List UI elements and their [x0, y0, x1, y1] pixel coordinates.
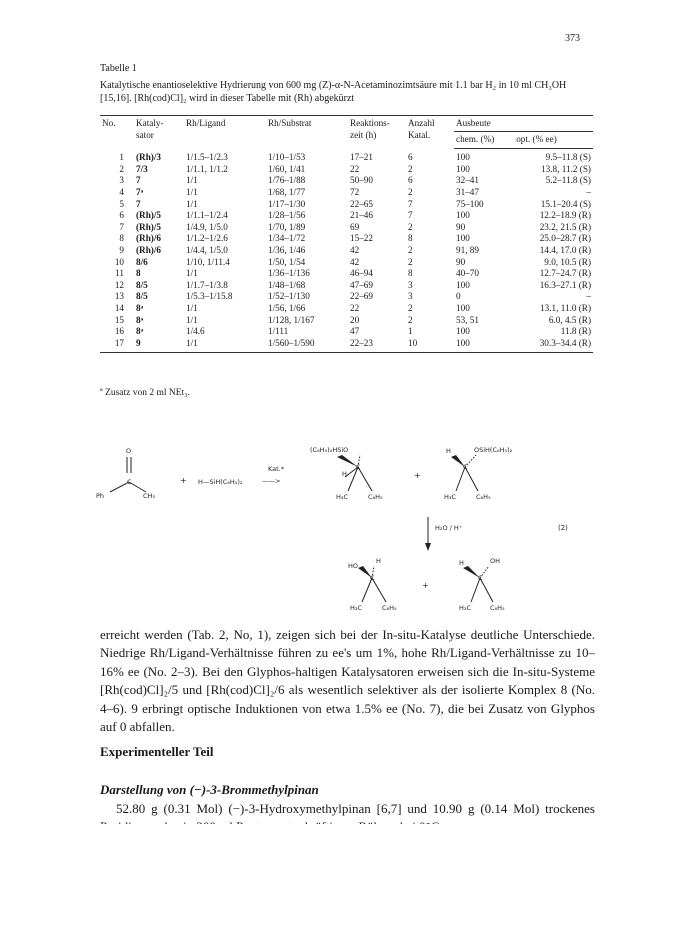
table-row — [100, 303, 593, 315]
cell-no: 1 — [119, 151, 124, 162]
cell-anzahl: 2 — [408, 244, 413, 255]
scheme-carbon-1: C — [127, 478, 132, 486]
experimental-subheading: Darstellung von (−)-3-Brommethylpinan — [100, 782, 319, 797]
cell-rh-substrat: 1/60, 1/41 — [268, 163, 306, 174]
cell-kat: (Rh)/6 — [136, 233, 162, 244]
scheme-ho: HO — [348, 562, 359, 570]
cell-anzahl: 1 — [408, 326, 413, 337]
cell-rh-substrat: 1/50, 1/54 — [268, 256, 306, 267]
cell-kat: (Rh)/6 — [136, 244, 162, 255]
col-header-reaktionszeit: Reaktions- zeit (h) — [348, 116, 406, 149]
cell-rh-ligand: 1/1.1–1/2.4 — [186, 210, 228, 221]
paragraph-results: erreicht werden (Tab. 2, No, 1), zeigen sich bei der In-situ-Katalyse deutliche Unterschiede. Niedrige Rh/Ligand-Verhältnisse führen zu ee's um 1%, hohe Rh/Ligand-Verhältnisse zu 10–16% ee (No. 2–3). Bei den Glyphos-haltigen Katalysatoren erweisen sich die In-situ-Systeme [Rh(cod)Cl]₂/5 und [Rh(cod)Cl]₂/6 als wesentlich selektiver als der isolierte Komplex 8 (No. 4–6). 9 erbringt optische Induktionen von etwa 1.5% ee (No. 7), die bei Zusatz von Glyphos auf 0 abfallen. — [100, 627, 595, 735]
cell-chem: 100 — [456, 302, 470, 313]
col-header-rh-ligand: Rh/Ligand — [184, 116, 266, 149]
cell-chem: 90 — [456, 221, 466, 232]
col-header-anzahl: Anzahl Katal. — [406, 116, 454, 149]
cell-anzahl: 2 — [408, 186, 413, 197]
reaction-scheme — [80, 435, 600, 620]
scheme-plus-1: + — [180, 476, 187, 485]
table-row — [100, 245, 593, 257]
cell-rh-ligand: 1/1 — [184, 338, 266, 353]
cell-rh-ligand: 1/1 — [186, 175, 198, 186]
catalysis-table — [100, 115, 593, 353]
cell-anzahl: 8 — [408, 233, 413, 244]
cell-chem: 53, 51 — [456, 314, 479, 325]
cell-rh-substrat: 1/68, 1/77 — [268, 186, 306, 197]
cell-anzahl: 6 — [408, 151, 413, 162]
section-heading: Experimenteller Teil — [100, 744, 214, 759]
table-caption-block — [100, 62, 595, 105]
cell-anzahl: 2 — [408, 163, 413, 174]
table-row — [100, 187, 593, 199]
cell-kat: 9 — [134, 338, 184, 353]
cell-opt: 13.8, 11.2 (S) — [541, 163, 591, 174]
table-row — [100, 233, 593, 245]
cell-chem: 75–100 — [456, 198, 484, 209]
col-header-katalysator: Kataly- sator — [134, 116, 184, 149]
cell-kat: 7/3 — [136, 163, 148, 174]
cell-no: 13 — [114, 291, 124, 302]
cell-no: 11 — [115, 268, 124, 279]
cell-chem: 91, 89 — [456, 244, 479, 255]
cell-no: 17 — [100, 338, 134, 353]
cell-rh-substrat: 1/70, 1/89 — [268, 221, 306, 232]
cell-rh-ligand: 1/4.4, 1/5.0 — [186, 244, 228, 255]
table-caption: Katalytische enantioselektive Hydrierung von 600 mg (Z)-α-N-Acetaminozimtsäure mit 1.1 bar H₂ in 10 ml CH₃OH [15,16]. [Rh(cod)Cl]₂ wird in dieser Tabelle mit (Rh) abgekürzt — [100, 80, 567, 104]
cell-zeit: 22 — [350, 163, 360, 174]
scheme-h-3: H — [376, 557, 381, 565]
table-row — [100, 257, 593, 269]
scheme-c6h5-1: C₆H₅ — [368, 493, 383, 501]
cell-chem: 40–70 — [456, 268, 479, 279]
cell-rh-ligand: 1/1.2–1/2.6 — [186, 233, 228, 244]
cell-zeit: 72 — [350, 186, 360, 197]
cell-rh-substrat: 1/56, 1/66 — [268, 302, 306, 313]
footnote-text: Zusatz von 2 ml NEt₃. — [105, 388, 190, 399]
page-number: 373 — [565, 33, 580, 44]
cell-rh-substrat: 1/76–1/88 — [268, 175, 306, 186]
cell-chem: 31–47 — [456, 186, 479, 197]
cell-rh-ligand: 1/1 — [186, 198, 198, 209]
table-row — [100, 210, 593, 222]
scheme-plus-2: + — [414, 471, 421, 480]
cell-anzahl: 2 — [408, 221, 413, 232]
cell-kat: (Rh)/3 — [136, 151, 162, 162]
cell-chem: 100 — [456, 279, 470, 290]
cell-opt: 6.0, 4.5 (R) — [548, 314, 591, 325]
scheme-silane: H—SiH(C₆H₅)₂ — [198, 478, 243, 486]
cell-anzahl: 2 — [408, 256, 413, 267]
scheme-h3c-2: H₃C — [444, 493, 457, 501]
cell-rh-substrat: 1/52–1/130 — [268, 291, 310, 302]
table-row — [100, 326, 593, 338]
cell-opt: 23.2, 21.5 (R) — [539, 221, 591, 232]
cell-no: 14 — [114, 302, 124, 313]
cell-rh-ligand: 1/5.3–1/15.8 — [186, 291, 233, 302]
scheme-carbon-3: C — [463, 463, 468, 471]
cell-zeit: 20 — [350, 314, 360, 325]
table-row — [100, 199, 593, 211]
scheme-c6h5-4: C₆H₅ — [490, 604, 505, 612]
cell-no: 12 — [114, 279, 124, 290]
cell-anzahl: 8 — [408, 268, 413, 279]
scheme-h-2: H — [446, 447, 451, 455]
table-row — [100, 315, 593, 327]
cell-no: 6 — [119, 210, 124, 221]
cell-no: 16 — [114, 326, 124, 337]
cell-no: 7 — [119, 221, 124, 232]
cell-chem: 100 — [454, 338, 514, 353]
scheme-hydrolysis: H₂O / H⁺ — [435, 524, 463, 532]
cell-opt: – — [586, 291, 591, 302]
scheme-methyl: CH₃ — [143, 492, 156, 500]
cell-kat: 8ᵃ — [136, 302, 144, 313]
cell-no: 15 — [114, 314, 124, 325]
cell-rh-substrat: 1/48–1/68 — [268, 279, 306, 290]
cell-rh-substrat: 1/560–1/590 — [266, 338, 348, 353]
cell-kat: 8/5 — [136, 291, 148, 302]
cell-rh-ligand: 1/10, 1/11.4 — [186, 256, 230, 267]
scheme-c6h5-2: C₆H₅ — [476, 493, 491, 501]
scheme-carbon-4: C — [370, 574, 375, 582]
cell-kat: 7ᵃ — [136, 186, 144, 197]
scheme-osi-right: OSiH(C₆H₅)₂ — [474, 446, 513, 454]
cell-rh-ligand: 1/4.9, 1/5.0 — [186, 221, 228, 232]
cell-no: 2 — [119, 163, 124, 174]
cell-opt: 16.3–27.1 (R) — [539, 279, 591, 290]
cell-rh-ligand: 1/1 — [186, 268, 198, 279]
cell-zeit: 17–21 — [350, 151, 373, 162]
cell-rh-ligand: 1/1.1, 1/1.2 — [186, 163, 228, 174]
table-row — [100, 222, 593, 234]
table-row — [100, 280, 593, 292]
equation-number: (2) — [558, 524, 568, 532]
cell-chem: 0 — [456, 291, 461, 302]
cell-kat: 8ᵃ — [136, 326, 144, 337]
cell-zeit: 46–94 — [350, 268, 373, 279]
cell-opt: 5.2–11.8 (S) — [545, 175, 591, 186]
cell-zeit: 22–23 — [348, 338, 406, 353]
cell-kat: 8ᵃ — [136, 314, 144, 325]
cell-rh-substrat: 1/128, 1/167 — [268, 314, 315, 325]
col-header-rh-substrat: Rh/Substrat — [266, 116, 348, 149]
cell-anzahl: 3 — [408, 279, 413, 290]
cell-kat: (Rh)/5 — [136, 210, 162, 221]
table-row — [100, 268, 593, 280]
table-row — [100, 164, 593, 176]
cell-rh-ligand: 1/4.6 — [186, 326, 205, 337]
scheme-h3c-4: H₃C — [459, 604, 472, 612]
cell-opt: 9.0, 10.5 (R) — [544, 256, 591, 267]
cell-no: 4 — [119, 186, 124, 197]
scheme-oxygen: O — [126, 447, 132, 455]
cell-zeit: 69 — [350, 221, 360, 232]
cell-no: 3 — [119, 175, 124, 186]
scheme-h3c-1: H₃C — [336, 493, 349, 501]
col-header-ausbeute: Ausbeute — [454, 116, 593, 132]
cell-kat: 8 — [136, 268, 141, 279]
cell-zeit: 42 — [350, 244, 360, 255]
cell-kat: 8/5 — [136, 279, 148, 290]
cell-opt: – — [586, 186, 591, 197]
cell-zeit: 22 — [350, 302, 360, 313]
scheme-phenyl: Ph — [96, 492, 105, 500]
cell-chem: 100 — [456, 163, 470, 174]
cell-no: 10 — [114, 256, 124, 267]
table-label: Tabelle 1 — [100, 63, 137, 74]
scheme-osi-left: (C₆H₅)₂HSiO — [310, 446, 349, 454]
cell-opt: 9.5–11.8 (S) — [545, 152, 591, 163]
table-row — [100, 291, 593, 303]
table-row — [100, 175, 593, 187]
col-header-no: No. — [100, 116, 134, 149]
cell-zeit: 50–90 — [350, 175, 373, 186]
page-bottom-margin — [0, 824, 680, 933]
cell-rh-ligand: 1/1 — [186, 302, 198, 313]
col-header-opt: opt. (% ee) — [514, 131, 593, 149]
cell-rh-substrat: 1/36–1/136 — [268, 268, 310, 279]
cell-chem: 100 — [456, 210, 470, 221]
cell-zeit: 22–65 — [350, 198, 373, 209]
cell-anzahl: 2 — [408, 314, 413, 325]
cell-rh-substrat: 1/111 — [268, 326, 289, 337]
cell-zeit: 47–69 — [350, 279, 373, 290]
cell-opt: 15.1–20.4 (S) — [540, 198, 591, 209]
cell-anzahl: 10 — [406, 338, 454, 353]
cell-rh-substrat: 1/17–1/30 — [268, 198, 306, 209]
cell-chem: 32–41 — [456, 175, 479, 186]
scheme-oh: OH — [490, 557, 501, 565]
cell-opt: 30.3–34.4 (R) — [514, 338, 593, 353]
cell-rh-ligand: 1/1.7–1/3.8 — [186, 279, 228, 290]
col-header-chem: chem. (%) — [454, 131, 514, 149]
cell-chem: 100 — [456, 233, 470, 244]
cell-opt: 13.1, 11.0 (R) — [540, 302, 591, 313]
cell-kat: (Rh)/5 — [136, 221, 162, 232]
scheme-carbon-2: C — [356, 463, 361, 471]
cell-anzahl: 6 — [408, 175, 413, 186]
cell-kat: 7 — [136, 175, 141, 186]
cell-rh-substrat: 1/28–1/56 — [268, 210, 306, 221]
scheme-catalyst: Kat.* — [268, 465, 284, 473]
cell-zeit: 15–22 — [350, 233, 373, 244]
cell-no: 8 — [119, 233, 124, 244]
table-footnote — [100, 387, 190, 398]
cell-anzahl: 7 — [408, 198, 413, 209]
scheme-h-1: H — [342, 470, 347, 478]
cell-kat: 8/6 — [136, 256, 148, 267]
cell-no: 5 — [119, 198, 124, 209]
cell-rh-substrat: 1/34–1/72 — [268, 233, 306, 244]
cell-chem: 100 — [456, 152, 470, 163]
cell-opt: 12.7–24.7 (R) — [539, 268, 591, 279]
cell-rh-substrat: 1/36, 1/46 — [268, 244, 306, 255]
table-row — [100, 149, 593, 164]
cell-anzahl: 7 — [408, 210, 413, 221]
footnote-mark: a — [100, 387, 103, 393]
scheme-c6h5-3: C₆H₅ — [382, 604, 397, 612]
cell-opt: 12.2–18.9 (R) — [539, 210, 591, 221]
cell-opt: 25.0–28.7 (R) — [539, 233, 591, 244]
cell-kat: 7 — [136, 198, 141, 209]
scheme-plus-3: + — [422, 581, 429, 590]
paragraph-experimental: 52.80 g (0.31 Mol) (−)-3-Hydroxymethylpinan [6,7] und 10.90 g (0.14 Mol) trockenes — [116, 801, 595, 816]
scheme-h-4: H — [459, 559, 464, 567]
scheme-h3c-3: H₃C — [350, 604, 363, 612]
cell-rh-ligand: 1/1.5–1/2.3 — [186, 151, 228, 162]
cell-anzahl: 2 — [408, 302, 413, 313]
cell-no: 9 — [119, 244, 124, 255]
cell-rh-ligand: 1/1 — [186, 314, 198, 325]
cell-zeit: 47 — [350, 326, 360, 337]
cell-zeit: 21–46 — [350, 210, 373, 221]
cell-zeit: 42 — [350, 256, 360, 267]
cell-anzahl: 3 — [408, 291, 413, 302]
cell-opt: 14.4, 17.0 (R) — [539, 244, 591, 255]
cell-zeit: 22–69 — [350, 291, 373, 302]
scheme-arrow: ——> — [262, 477, 281, 485]
cell-opt: 11.8 (R) — [560, 326, 591, 337]
cell-rh-substrat: 1/10–1/53 — [268, 151, 306, 162]
table-row — [100, 338, 593, 353]
scheme-carbon-5: C — [478, 574, 483, 582]
cell-chem: 90 — [456, 256, 466, 267]
cell-rh-ligand: 1/1 — [186, 186, 198, 197]
cell-chem: 100 — [456, 326, 470, 337]
